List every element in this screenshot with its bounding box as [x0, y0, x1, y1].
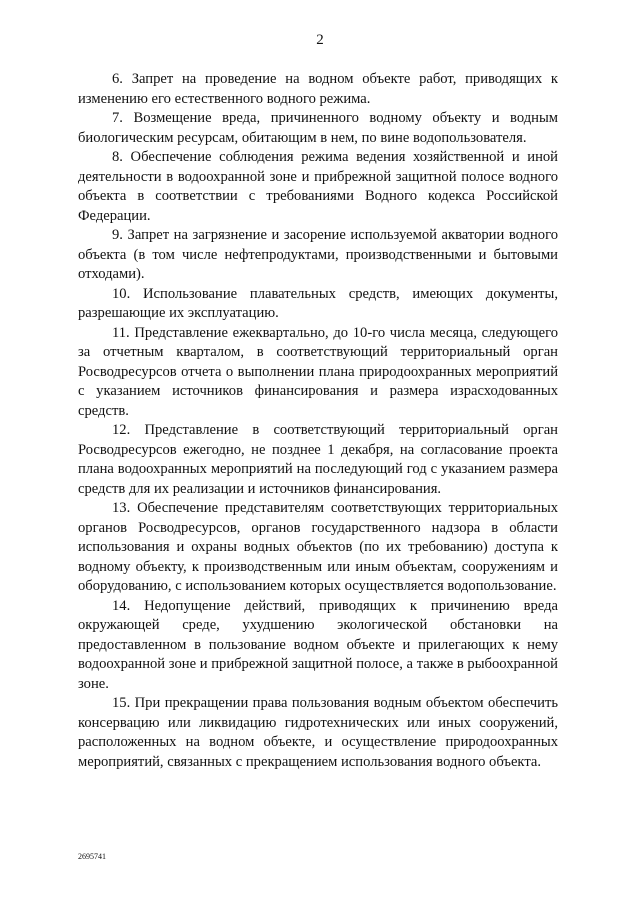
paragraph-10: 10. Использование плавательных средств, имеющих документы, разрешающие их эксплуатацию. [78, 285, 558, 321]
paragraph-7: 7. Возмещение вреда, причиненного водному объекту и водным биологическим ресурсам, обитающим в нем, по вине водопользователя. [78, 110, 558, 146]
paragraph-8: 8. Обеспечение соблюдения режима ведения хозяйственной и иной деятельности в водоохранной зоне и прибрежной защитной полосе водного объекта в соответствии с требованиями Водного кодекса Российской Федерации. [78, 149, 558, 224]
page-number: 2 [316, 32, 324, 48]
document-body [78, 70, 558, 772]
document-id: 2695741 [78, 852, 106, 861]
paragraph-9: 9. Запрет на загрязнение и засорение используемой акватории водного объекта (в том числе нефтепродуктами, производственными и бытовыми отходами). [78, 227, 558, 282]
paragraph-12: 12. Представление в соответствующий территориальный орган Росводресурсов ежегодно, не позднее 1 декабря, на согласование проекта плана водоохранных мероприятий на последующий год с указанием размера средств для их реализации и источников финансирования. [78, 422, 558, 497]
paragraph-14: 14. Недопущение действий, приводящих к причинению вреда окружающей среде, ухудшению экологической обстановки на предоставленном в пользование водном объекте и прилегающих к нему водоохранной зоне и прибрежной защитной полосе, а также в рыбоохранной зоне. [78, 597, 558, 692]
paragraph-6: 6. Запрет на проведение на водном объекте работ, приводящих к изменению его естественного водного режима. [78, 71, 558, 107]
paragraph-15: 15. При прекращении права пользования водным объектом обеспечить консервацию или ликвидацию гидротехнических или иных сооружений, расположенных на водном объекте, и осуществление природоохранных мероприятий, связанных с прекращением использования водного объекта. [78, 695, 558, 770]
paragraph-13: 13. Обеспечение представителям соответствующих территориальных органов Росводресурсов, органов государственного надзора в области использования и охраны водных объектов (по их требованию) доступа к водному объекту, к производственным или иным объектам, сооружениям и оборудованию, с использованием которых осуществляется водопользование. [78, 500, 558, 594]
paragraph-11: 11. Представление ежеквартально, до 10-го числа месяца, следующего за отчетным кварталом, в соответствующий территориальный орган Росводресурсов отчета о выполнении плана природоохранных мероприятий с указанием источников финансирования и размера израсходованных средств. [78, 324, 558, 419]
